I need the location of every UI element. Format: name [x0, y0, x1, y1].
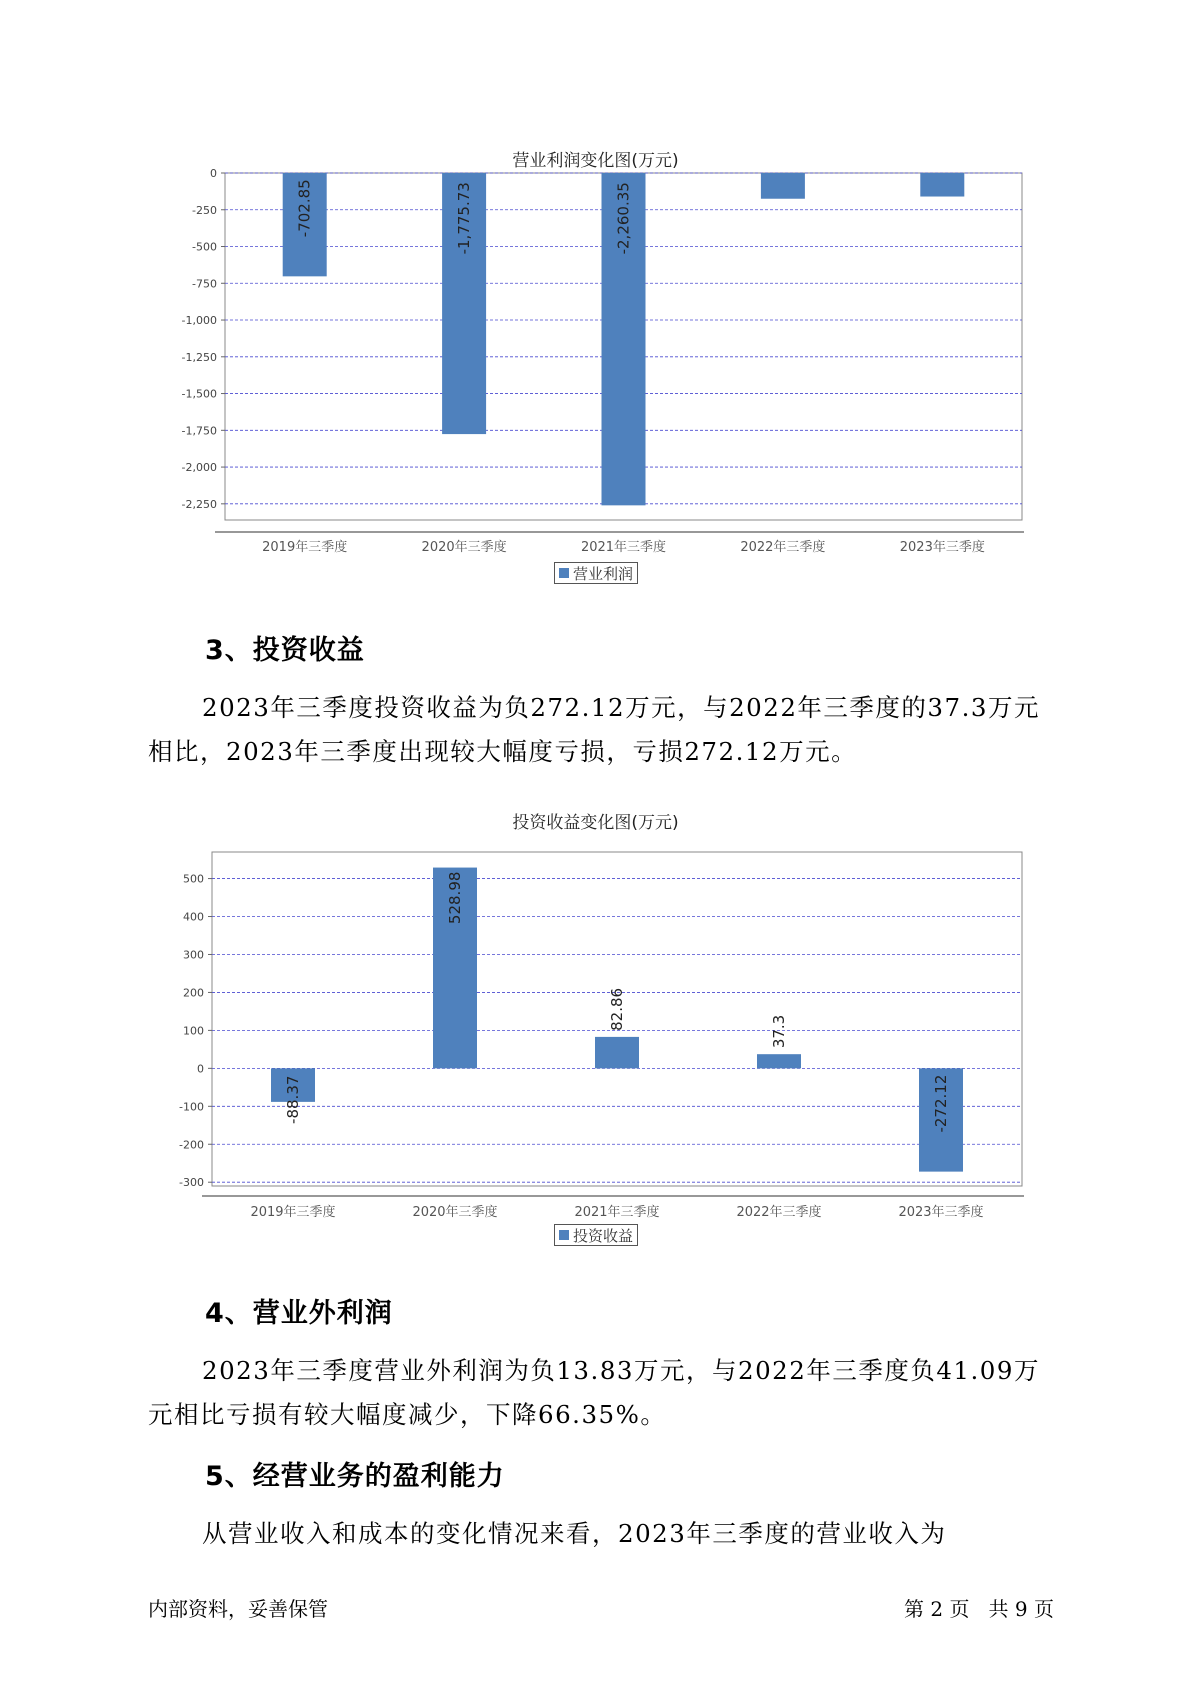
y-tick-label: -250 — [192, 203, 217, 217]
y-tick-label: 500 — [183, 872, 204, 886]
section-investment-income-title: 3、投资收益 — [205, 635, 365, 666]
y-tick-label: -750 — [192, 277, 217, 291]
x-category-label: 2021年三季度 — [580, 540, 667, 555]
y-tick-label: -2,250 — [181, 497, 217, 511]
legend-swatch — [559, 1230, 569, 1240]
bar-value-label: 37.3 — [770, 1014, 788, 1049]
x-category-label: 2023年三季度 — [898, 1205, 984, 1220]
y-tick-label: -300 — [179, 1176, 204, 1190]
bar-value-label: -2,260.35 — [614, 182, 633, 255]
y-tick-label: 200 — [183, 986, 204, 1000]
bar — [595, 1037, 639, 1068]
x-category-label: 2021年三季度 — [574, 1205, 660, 1220]
bar-value-label: -702.85 — [295, 179, 314, 238]
x-category-label: 2019年三季度 — [250, 1205, 336, 1220]
x-category-label: 2022年三季度 — [740, 540, 826, 555]
y-tick-label: -200 — [179, 1138, 204, 1152]
y-tick-label: 300 — [183, 948, 204, 962]
y-tick-label: -1,250 — [181, 350, 217, 364]
y-tick-label: -1,750 — [181, 424, 217, 438]
chart1-legend-label: 营业利润 — [573, 564, 634, 583]
y-tick-label: 0 — [197, 1062, 204, 1076]
bar — [761, 173, 805, 199]
x-category-label: 2019年三季度 — [262, 540, 348, 555]
chart2-legend — [554, 1224, 638, 1246]
bar — [920, 173, 964, 197]
x-category-label: 2020年三季度 — [421, 540, 507, 555]
y-tick-label: -100 — [179, 1100, 204, 1114]
bar-value-label: 82.86 — [608, 987, 626, 1031]
bar — [757, 1054, 801, 1068]
section-investment-income-text: 2023年三季度投资收益为负272.12万元，与2022年三季度的37.3万元相比，2023年三季度出现较大幅度亏损，亏损272.12万元。 — [148, 693, 1040, 766]
y-tick-label: -500 — [192, 240, 217, 254]
y-tick-label: 100 — [183, 1024, 204, 1038]
x-category-label: 2020年三季度 — [412, 1205, 498, 1220]
section-non-operating-title: 4、营业外利润 — [205, 1298, 393, 1329]
y-tick-label: 400 — [183, 910, 204, 924]
chart1-title: 营业利润变化图(万元) — [512, 151, 679, 171]
section-non-operating-text: 2023年三季度营业外利润为负13.83万元，与2022年三季度负41.09万元相比亏损有较大幅度减少，下降66.35%。 — [148, 1356, 1040, 1429]
operating-profit-chart — [0, 167, 1191, 555]
chart2-legend-label: 投资收益 — [573, 1226, 634, 1245]
y-tick-label: -1,000 — [181, 314, 217, 328]
bar-value-label: -88.37 — [284, 1075, 302, 1124]
section-profitability-text: 从营业收入和成本的变化情况来看，2023年三季度的营业收入为 — [202, 1519, 947, 1548]
y-tick-label: 0 — [210, 167, 217, 180]
section-profitability-title: 5、经营业务的盈利能力 — [205, 1461, 505, 1492]
x-category-label: 2023年三季度 — [899, 540, 985, 555]
bar-value-label: -1,775.73 — [455, 182, 474, 255]
bar-value-label: -272.12 — [932, 1074, 950, 1133]
chart2-title: 投资收益变化图(万元) — [512, 813, 679, 833]
chart1-legend — [554, 562, 638, 584]
footer-page-number: 第 2 页 共 9 页 — [904, 1597, 1054, 1621]
footer-left: 内部资料，妥善保管 — [148, 1597, 328, 1621]
x-category-label: 2022年三季度 — [736, 1205, 822, 1220]
y-tick-label: -2,000 — [181, 461, 217, 475]
investment-income-chart — [0, 838, 1191, 1218]
legend-swatch — [559, 568, 569, 578]
bar-value-label: 528.98 — [446, 871, 464, 925]
y-tick-label: -1,500 — [181, 387, 217, 401]
